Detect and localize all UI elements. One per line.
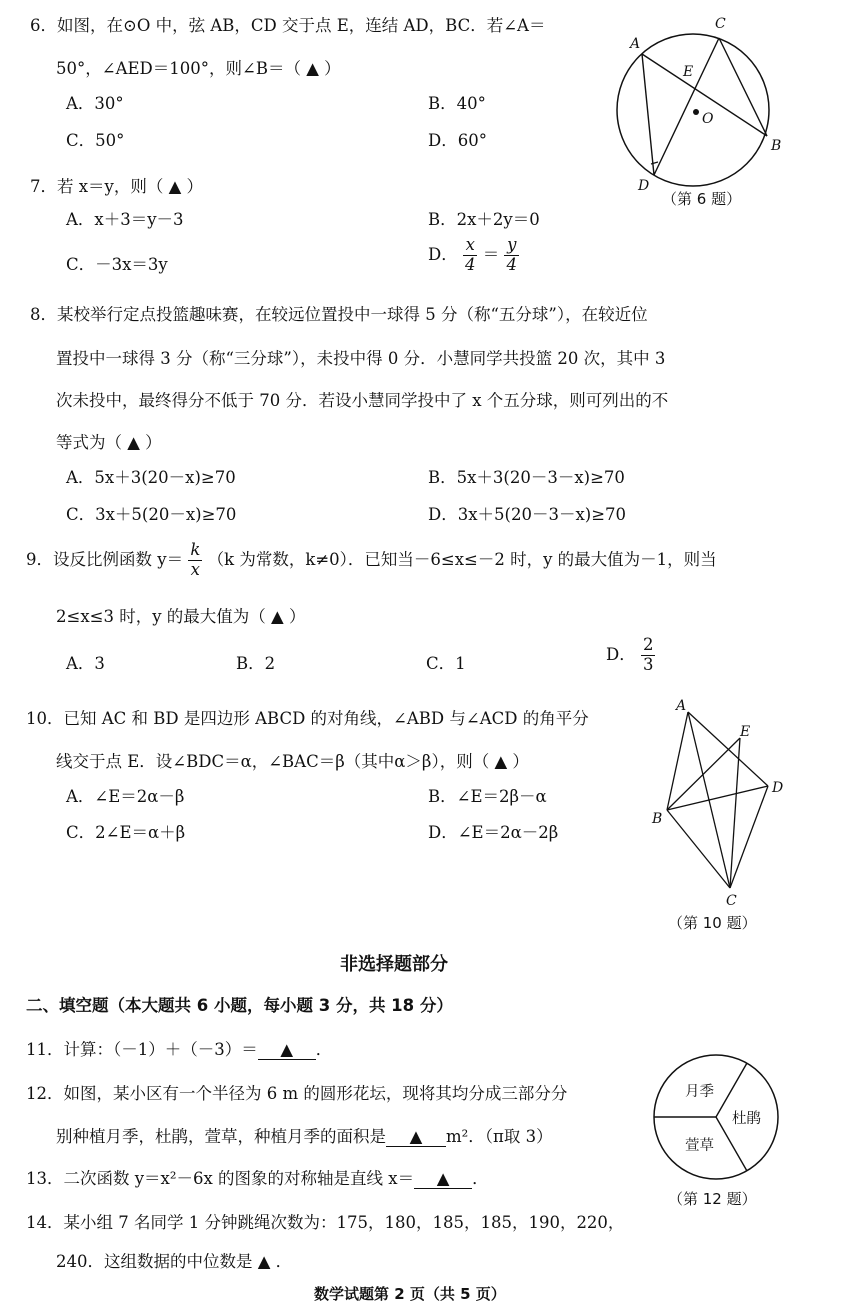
q7-fraction-y-over-4 — [504, 236, 519, 275]
q6-label-c: C — [715, 16, 726, 32]
q6-label-d: D — [638, 178, 650, 194]
q10-label-b: B — [652, 811, 663, 827]
q12-answer-blank: ▲ — [386, 1127, 446, 1147]
q6-label-a: A — [630, 36, 641, 52]
q6-caption: （第 6 题） — [662, 190, 742, 208]
q6-center-dot — [693, 109, 699, 115]
q10-quadrilateral-figure — [640, 698, 790, 908]
q9-option-a: A．3 — [66, 654, 105, 673]
q9-stem-line1 — [26, 541, 717, 580]
q8-stem-line1: 8．某校举行定点投篮趣味赛，在较远位置投中一球得 5 分（称“五分球”），在较近位 — [30, 305, 648, 324]
q12-line2-post: m²．（π取 3） — [446, 1127, 553, 1146]
q13-post: ． — [472, 1169, 489, 1188]
q10-label-d: D — [772, 780, 784, 796]
q7-equals: ＝ — [482, 244, 500, 264]
q6-option-d: D．60° — [428, 131, 487, 150]
q12-sector-xuancao: 萱草 — [685, 1138, 714, 1154]
q7-stem: 7．若 x＝y，则（ ▲ ） — [30, 177, 204, 196]
q9-stem-post: （k 为常数，k≠0）．已知当－6≤x≤－2 时，y 的最大值为－1，则当 — [207, 549, 717, 569]
q11-pre: 11．计算：（－1）＋（－3）＝ — [26, 1040, 258, 1059]
q12-sector-yueji: 月季 — [685, 1084, 714, 1100]
q10-diagonal-bd — [667, 786, 768, 810]
q7-frac2-den: 4 — [506, 254, 517, 274]
q7-frac1-den: 4 — [464, 254, 476, 274]
q13-line — [26, 1165, 489, 1189]
q10-caption: （第 10 题） — [668, 914, 757, 932]
q10-option-d: D．∠E＝2α－2β — [428, 823, 559, 842]
q8-option-a: A．5x＋3(20－x)≥70 — [66, 468, 236, 487]
q6-circle-figure — [600, 12, 790, 192]
q6-option-b: B．40° — [428, 94, 486, 113]
q6-circle — [617, 34, 769, 186]
q7-option-a: A．x＋3＝y－3 — [66, 210, 184, 229]
q12-sector-dujuan: 杜鹃 — [732, 1111, 761, 1127]
q7-option-d-prefix: D． — [428, 244, 458, 264]
q8-stem-line2: 置投中一球得 3 分（称“三分球”），未投中得 0 分．小慧同学共投篮 20 次，其中 3 — [56, 349, 666, 368]
q6-option-c: C．50° — [66, 131, 125, 150]
q10-option-a: A．∠E＝2α－β — [66, 787, 185, 806]
q7-fraction-x-over-4 — [463, 236, 478, 275]
section-title: 非选择题部分 — [340, 954, 448, 975]
q9-d-den: 3 — [642, 654, 654, 674]
q11-answer-blank: ▲ — [258, 1040, 316, 1060]
q6-label-e: E — [683, 64, 694, 80]
q6-option-a: A．30° — [66, 94, 124, 113]
q12-stem-line2 — [56, 1123, 553, 1147]
q7-frac2-num: y — [504, 236, 519, 256]
q7-option-d — [428, 236, 519, 275]
q6-chord-cd — [654, 38, 719, 175]
q6-stem-line1: 6．如图，在⊙O 中，弦 AB，CD 交于点 E，连结 AD，BC．若∠A＝ — [30, 16, 546, 35]
q7-option-c: C．－3x＝3y — [66, 255, 168, 274]
q12-stem-line1: 12．如图，某小区有一个半径为 6 m 的圆形花坛，现将其均分成三部分分 — [26, 1084, 568, 1103]
q13-pre: 13．二次函数 y＝x²－6x 的图象的对称轴是直线 x＝ — [26, 1169, 415, 1188]
q9-fraction-2-over-3 — [641, 636, 656, 675]
q7-frac1-num: x — [463, 236, 478, 256]
q11-line — [26, 1036, 332, 1060]
q9-frac-num: k — [190, 540, 201, 559]
q8-option-d: D．3x＋5(20－3－x)≥70 — [428, 505, 627, 524]
q13-answer-blank: ▲ — [414, 1169, 472, 1189]
q12-pie-figure — [646, 1052, 786, 1182]
q10-stem-line1: 10．已知 AC 和 BD 是四边形 ABCD 的对角线，∠ABD 与∠ACD 的角平分 — [26, 709, 589, 728]
q10-bisector-be — [667, 738, 740, 810]
q8-stem-line3: 次未投中，最终得分不低于 70 分．若设小慧同学投中了 x 个五分球，则可列出的不 — [56, 391, 669, 410]
q6-label-b: B — [771, 138, 782, 154]
q9-frac-den: x — [190, 559, 200, 579]
q9-option-d — [606, 636, 655, 675]
q6-stem-line2: 50°，∠AED＝100°，则∠B＝（ ▲ ） — [56, 59, 341, 78]
q10-side-ab — [667, 712, 688, 810]
q10-option-b: B．∠E＝2β－α — [428, 787, 547, 806]
q10-stem-line2: 线交于点 E．设∠BDC＝α，∠BAC＝β（其中α＞β），则（ ▲ ） — [56, 752, 529, 771]
q12-caption: （第 12 题） — [668, 1190, 757, 1208]
q12-line2-pre: 别种植月季，杜鹃，萱草，种植月季的面积是 — [56, 1127, 386, 1146]
q10-label-e: E — [740, 724, 751, 740]
part2-title: 二、填空题（本大题共 6 小题，每小题 3 分，共 18 分） — [26, 996, 453, 1015]
q11-post: ． — [315, 1040, 333, 1059]
q9-d-num: 2 — [642, 635, 654, 654]
q14-stem-line2: 240．这组数据的中位数是 ▲ ． — [56, 1252, 293, 1271]
q6-segment-ad — [642, 54, 654, 175]
q10-label-c: C — [726, 893, 737, 909]
page-footer: 数学试题第 2 页（共 5 页） — [314, 1285, 506, 1303]
q8-option-c: C．3x＋5(20－x)≥70 — [66, 505, 237, 524]
q10-option-c: C．2∠E＝α＋β — [66, 823, 186, 842]
q9-stem-line2: 2≤x≤3 时，y 的最大值为（ ▲ ） — [56, 607, 306, 626]
q8-option-b: B．5x＋3(20－3－x)≥70 — [428, 468, 625, 487]
q8-stem-line4: 等式为（ ▲ ） — [56, 433, 162, 452]
q10-label-a: A — [676, 698, 687, 714]
q9-option-b: B．2 — [236, 654, 276, 673]
q9-fraction-k-over-x — [188, 541, 202, 580]
q7-option-b: B．2x＋2y＝0 — [428, 210, 540, 229]
q6-label-o: O — [702, 111, 714, 127]
q14-stem-line1: 14．某小组 7 名同学 1 分钟跳绳次数为：175，180，185，185，190，220， — [26, 1213, 625, 1232]
q9-option-c: C．1 — [426, 654, 466, 673]
q9-option-d-prefix: D． — [606, 644, 636, 664]
q9-stem-pre: 9．设反比例函数 y＝ — [26, 549, 184, 569]
